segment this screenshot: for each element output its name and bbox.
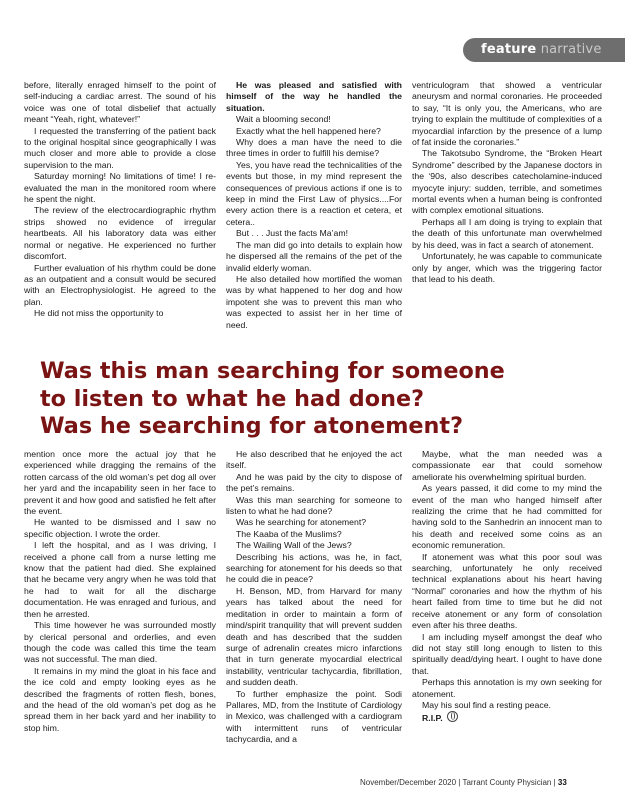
paragraph: It remains in my mind the gloat in his face and the ice cold and empty looking eyes as he described the fragments of rotten flesh, bones, and the head of the old woman’s pet dog as he spread them in her back yard and her inability to stop him. <box>24 665 216 733</box>
paragraph: Wait a blooming second! <box>236 114 331 125</box>
paragraph: Was he searching for atonement? <box>236 517 367 528</box>
section-tab <box>463 38 625 62</box>
paragraph: I left the hospital, and as I was driving, I received a phone call from a nurse letting me know that the patient had died. She explained that he became very angry when he was told that he had to wait for all the discharge documentation. He was enraged and furious, and then he arrested. <box>24 540 216 619</box>
paragraph: Was this man searching for someone to listen to what he had done? <box>226 494 402 517</box>
paragraph: The man did go into details to explain how he dispersed all the remains of the pet of the invalid elderly woman. <box>226 239 402 273</box>
paragraph: Describing his actions, was he, in fact, searching for atonement for his deeds so that he could die in peace? <box>226 551 402 585</box>
issue-date: November/December 2020 <box>360 778 457 787</box>
paragraph: ventriculogram that showed a ventricular aneurysm and normal coronaries. He proceeded to say, “It is only you, the Americans, who are trying to explain the multitude of complexities of a myocardial infarction by the presence of a lump of fat inside the coronaries.” <box>412 80 602 148</box>
paragraph: If atonement was what this poor soul was searching, unfortunately he only received technical explanations about his heart having “Normal” coronaries and how the rhythm of his heart failed from time to time but he did not receive atonement or any form of consolation even after his three deaths. <box>412 551 602 631</box>
paragraph: Maybe, what the man needed was a compassionate ear that could somehow ameliorate his overwhelming spiritual burden. <box>412 449 602 482</box>
paragraph: Yes, you have read the technicalities of the events but those, in my mind represent the consequences of previous actions if one is to keep in mind the First Law of physics....For every action there is a reaction et cetera, et cetera.. <box>226 159 402 227</box>
globe-icon <box>447 711 458 722</box>
paragraph: Perhaps this annotation is my own seeking for atonement. <box>412 677 602 699</box>
paragraph: To further emphasize the point. Sodi Pallares, MD, from the Institute of Cardiology in Mexico, was challenged with a cardiogram with intermittent runs of ventricular tachycardia, and a <box>226 688 402 745</box>
pull-quote <box>40 358 610 441</box>
paragraph: The Takotsubo Syndrome, the “Broken Heart Syndrome” described by the Japanese doctors in the ‘90s, also describes catecholamine-induced myocyte injury: sudden, terrible, and sometimes mortal events when a human being is confronted with complex emotional situations. <box>412 148 602 216</box>
pull-quote-line: to listen to what he had done? <box>40 385 425 412</box>
paragraph: Perhaps all I am doing is trying to explain that the death of this unfortunate man overwhelmed by his deed, was in fact a search of atonement. <box>412 216 602 250</box>
bottom-column-1 <box>24 449 216 734</box>
page-number: 33 <box>557 778 567 787</box>
pull-quote-line: Was this man searching for someone <box>40 358 505 384</box>
paragraph: mention once more the actual joy that he experienced while dragging the remains of the rotten carcass of the old woman’s pet dog all over her yard and the incapability seen in her face to prevent it and how good and satisfied he felt after the event. <box>24 449 216 517</box>
paragraph: And he was paid by the city to dispose of the pet’s remains. <box>226 471 402 494</box>
paragraph: Unfortunately, he was capable to communicate only by anger, which was the triggering factor that lead to his death. <box>412 251 602 284</box>
paragraph: He also described that he enjoyed the act itself. <box>226 449 402 471</box>
paragraph: May his soul find a resting peace. <box>422 699 551 710</box>
paragraph: But . . . Just the facts Ma’am! <box>236 228 349 239</box>
footer-separator: | <box>553 778 556 787</box>
paragraph: Further evaluation of his rhythm could be done as an outpatient and a consult would be secured with an Electrophysiologist. He agreed to the plan. <box>24 262 216 307</box>
bottom-column-2 <box>226 449 402 746</box>
paragraph: H. Benson, MD, from Harvard for many years has talked about the need for meditation in order to maintain a form of mind/spirit tranquility that will prevent sudden death and has described that the sudden surge of adrenalin creates micro infarctions that in turn generate myocardial electrical instability, ventricular tachycardia, fibrillation, and sudden death. <box>226 585 402 688</box>
paragraph: He was pleased and satisfied with himself of the way he handled the situation. <box>226 80 402 113</box>
footer-separator: | <box>458 778 461 787</box>
paragraph: Saturday morning! No limitations of time! I re-evaluated the man in the monitored room where he spent the night. <box>24 171 216 205</box>
bottom-column-3 <box>412 449 602 725</box>
paragraph: I am including myself amongst the deaf who did not stay still long enough to listen to this spiritually dead/dying heart. I ought to have done that. <box>412 631 602 676</box>
paragraph: He did not miss the opportunity to <box>34 308 164 319</box>
top-column-2 <box>226 80 402 331</box>
pull-quote-line: Was he searching for atonement? <box>40 413 464 439</box>
top-column-1 <box>24 80 216 320</box>
section-label-bold: feature <box>481 42 537 57</box>
paragraph: The Wailing Wall of the Jews? <box>236 540 352 551</box>
top-column-3 <box>412 80 602 285</box>
paragraph: He wanted to be dismissed and I saw no specific objection. I wrote the order. <box>24 517 216 539</box>
paragraph: As years passed, it did come to my mind the event of the man who hanged himself after realizing the crime that he had committed for having sold to the Sanhedrin an innocent man to his death and received some coins as an economic remuneration. <box>412 483 602 551</box>
paragraph: Why does a man have the need to die three times in order to fulfill his demise? <box>226 137 402 159</box>
paragraph: Exactly what the hell happened here? <box>236 125 381 136</box>
paragraph: This time however he was surrounded mostly by clerical personal and orderlies, and even though the code was called this time the team was not successful. The man died. <box>24 620 216 665</box>
paragraph: I requested the transferring of the patient back to the original hospital since geographically I was much closer and more able to provide a close supervision to the man. <box>24 125 216 170</box>
section-label <box>481 42 602 57</box>
paragraph: He also detailed how mortified the woman was by what happened to her dog and how impotent she was to prevent this man who was expected to assist her in her time of need. <box>226 273 402 330</box>
signoff: R.I.P. <box>422 713 443 724</box>
publication-name: Tarrant County Physician <box>462 778 552 787</box>
paragraph: before, literally enraged himself to the point of self-inducing a cardiac arrest. The sound of his voice was one of total disbelief that actually meant “Yeah, right, whatever!” <box>24 80 216 125</box>
section-label-light: narrative <box>540 42 602 57</box>
page-footer <box>360 778 567 787</box>
paragraph: The Kaaba of the Muslims? <box>236 528 342 539</box>
paragraph: The review of the electrocardiographic rhythm strips showed no evidence of irregular heartbeats. All his laboratory data was either normal or negative. He experienced no further discomfort. <box>24 205 216 262</box>
signoff-line <box>412 711 602 724</box>
